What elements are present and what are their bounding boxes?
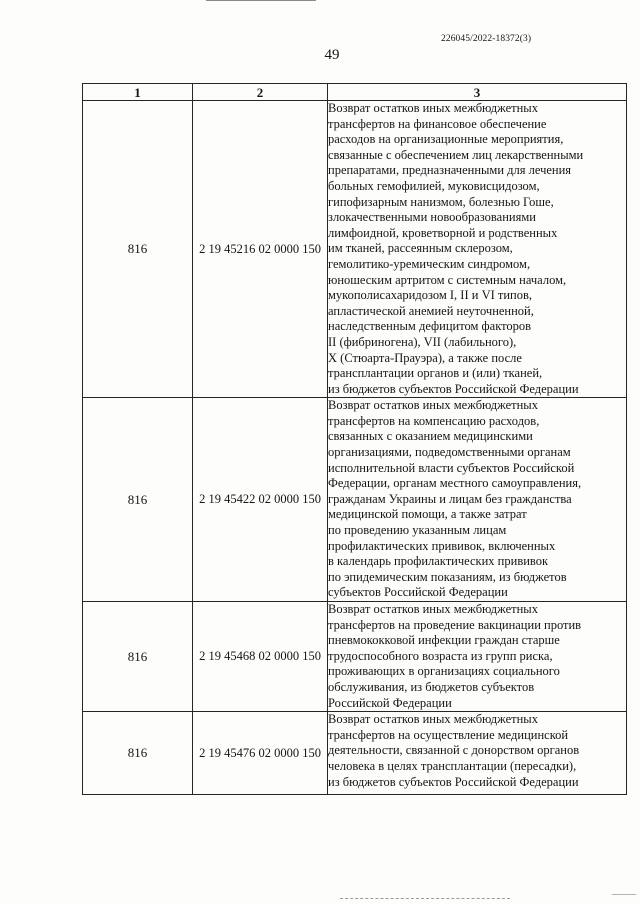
admin-code-cell: 816 xyxy=(83,602,193,712)
description-line: трансфертов на компенсацию расходов, xyxy=(328,413,540,428)
description-line: по эпидемическим показаниям, из бюджетов xyxy=(328,569,567,584)
description-line: Возврат остатков иных межбюджетных xyxy=(328,602,538,616)
budget-code-cell: 2 19 45216 02 0000 150 xyxy=(193,101,328,398)
description-line: трансфертов на финансовое обеспечение xyxy=(328,116,547,131)
table-row xyxy=(83,101,627,398)
column-header-3: 3 xyxy=(328,84,627,101)
description-line: профилактических прививок, включенных xyxy=(328,538,556,553)
table-header-row xyxy=(83,84,627,101)
description-line: медицинской помощи, а также затрат xyxy=(328,507,527,522)
description-line: гражданам Украины и лицам без гражданства xyxy=(328,491,572,506)
description-line: злокачественными новообразованиями xyxy=(328,210,536,225)
description-line: трудоспособного возраста из групп риска, xyxy=(328,648,553,663)
description-line: связанные с обеспечением лиц лекарственными xyxy=(328,147,584,162)
description-line: трансплантации органов и (или) тканей, xyxy=(328,366,543,381)
description-line: мукополисахаридозом I, II и VI типов, xyxy=(328,288,533,303)
description-line: наследственным дефицитом факторов xyxy=(328,319,532,334)
description-line: из бюджетов субъектов Российской Федерации xyxy=(328,774,579,789)
table-row xyxy=(83,602,627,712)
description-line: апластической анемией неуточненной, xyxy=(328,303,534,318)
description-line: пневмококковой инфекции граждан старше xyxy=(328,633,560,648)
description-line: Возврат остатков иных межбюджетных xyxy=(328,398,538,413)
description-line: трансфертов на проведение вакцинации против xyxy=(328,617,582,632)
budget-code-cell: 2 19 45422 02 0000 150 xyxy=(193,398,328,602)
description-line: Возврат остатков иных межбюджетных xyxy=(328,101,538,115)
description-line: из бюджетов субъектов Российской Федерации xyxy=(328,381,579,396)
description-line: лимфоидной, кроветворной и родственных xyxy=(328,225,558,240)
description-line: исполнительной власти субъектов Российской xyxy=(328,460,575,475)
budget-code-cell: 2 19 45476 02 0000 150 xyxy=(193,712,328,795)
scan-edge-mark xyxy=(206,0,316,4)
description-line: деятельности, связанной с донорством органов xyxy=(328,743,580,758)
page-number: 49 xyxy=(324,47,340,63)
admin-code-cell: 816 xyxy=(83,101,193,398)
description-line: X (Стюарта-Прауэра), а также после xyxy=(328,350,522,365)
column-header-1: 1 xyxy=(83,84,193,101)
description-line: Российской Федерации xyxy=(328,695,452,710)
description-line: II (фибриногена), VII (лабильного), xyxy=(328,334,517,349)
description-line: препаратами, предназначенными для лечения xyxy=(328,163,572,178)
description-line: гипофизарным нанизмом, болезнью Гоше, xyxy=(328,194,554,209)
description-line: расходов на организационные мероприятия, xyxy=(328,132,564,147)
budget-code-cell: 2 19 45468 02 0000 150 xyxy=(193,602,328,712)
description-line: проживающих в организациях социального xyxy=(328,664,560,679)
description-cell xyxy=(328,398,627,602)
description-line: связанных с оказанием медицинскими xyxy=(328,429,533,444)
budget-codes-table xyxy=(82,83,627,795)
scan-edge-mark xyxy=(612,894,636,895)
description-line: по проведению указанным лицам xyxy=(328,523,507,538)
description-line: человека в целях трансплантации (пересадки), xyxy=(328,758,577,773)
table-row xyxy=(83,712,627,795)
description-line: трансфертов на осуществление медицинской xyxy=(328,727,569,742)
description-line: организациями, подведомственными органам xyxy=(328,445,571,460)
description-line: им тканей, рассеянным склерозом, xyxy=(328,241,513,256)
description-cell xyxy=(328,712,627,795)
scan-edge-mark xyxy=(340,898,510,901)
description-line: юношеским артритом с системным началом, xyxy=(328,272,567,287)
admin-code-cell: 816 xyxy=(83,712,193,795)
table-row xyxy=(83,398,627,602)
document-id: 226045/2022-18372(3) xyxy=(441,34,532,44)
admin-code-cell: 816 xyxy=(83,398,193,602)
description-cell xyxy=(328,101,627,398)
description-line: Федерации, органам местного самоуправления, xyxy=(328,476,582,491)
description-line: больных гемофилией, муковисцидозом, xyxy=(328,178,540,193)
column-header-2: 2 xyxy=(193,84,328,101)
description-line: гемолитико-уремическим синдромом, xyxy=(328,256,531,271)
description-line: субъектов Российской Федерации xyxy=(328,585,508,600)
description-line: обслуживания, из бюджетов субъектов xyxy=(328,679,535,694)
description-line: Возврат остатков иных межбюджетных xyxy=(328,712,538,727)
description-line: в календарь профилактических прививок xyxy=(328,554,549,569)
description-cell xyxy=(328,602,627,712)
